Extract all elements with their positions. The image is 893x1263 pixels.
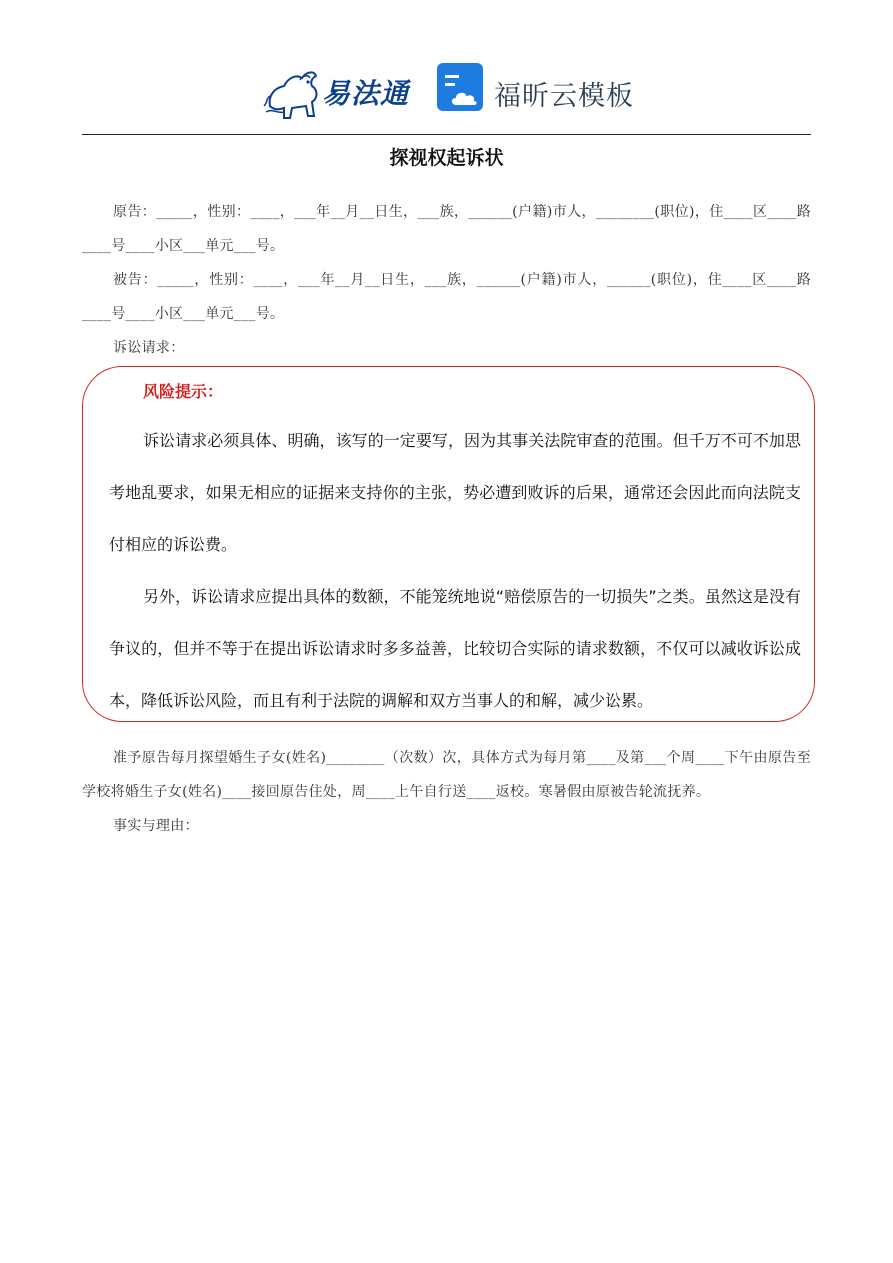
claims-label: 诉讼请求： bbox=[113, 340, 185, 356]
facts-label: 事实与理由： bbox=[113, 818, 199, 834]
risk-tip-paragraph-2: 另外，诉讼请求应提出具体的数额，不能笼统地说“赔偿原告的一切损失”之类。虽然这是没有争议的，但并不等于在提出诉讼请求时多多益善，比较切合实际的请求数额，不仅可以减收诉讼成本，降低诉讼风险，而且有利于法院的调解和双方当事人的和解，减少讼累。 bbox=[109, 587, 801, 710]
request-paragraph: 准予原告每月探望婚生子女(姓名)________（次数）次，具体方式为每月第____及第___个周____下午由原告至学校将婚生子女(姓名)____接回原告住处，周____上午自行送____返校。寒暑假由原被告轮流抚养。 bbox=[82, 750, 811, 800]
cloud-document-icon bbox=[436, 62, 486, 114]
defendant-paragraph: 被告：_____，性别：____，___年__月__日生，___族，______(户籍)市人，______(职位)，住____区____路____号____小区___单元___号。 bbox=[82, 272, 811, 322]
risk-tip-box bbox=[82, 366, 815, 722]
fuxin-logo-text: 福昕云模板 bbox=[494, 81, 634, 112]
fuxin-template-logo bbox=[436, 62, 646, 120]
risk-tip-body bbox=[109, 415, 801, 727]
header-divider bbox=[82, 134, 811, 135]
plaintiff-paragraph: 原告：_____，性别：____，___年__月__日生，___族，______(户籍)市人，________(职位)，住____区____路____号____小区___单元___号。 bbox=[82, 204, 811, 254]
yifatong-logo bbox=[262, 62, 417, 120]
request-section bbox=[82, 741, 811, 843]
yifatong-logo-text: 易法通 bbox=[322, 77, 410, 110]
risk-tip-title: 风险提示： bbox=[143, 382, 224, 401]
risk-tip-paragraph-1: 诉讼请求必须具体、明确，该写的一定要写，因为其事关法院审查的范围。但千万不可不加思考地乱要求，如果无相应的证据来支持你的主张，势必遭到败诉的后果，通常还会因此而向法院支付相应的诉讼费。 bbox=[109, 431, 801, 554]
header-logos bbox=[0, 58, 893, 122]
qilin-icon bbox=[262, 62, 324, 120]
page-title: 探视权起诉状 bbox=[389, 147, 504, 169]
parties-section bbox=[82, 195, 811, 365]
